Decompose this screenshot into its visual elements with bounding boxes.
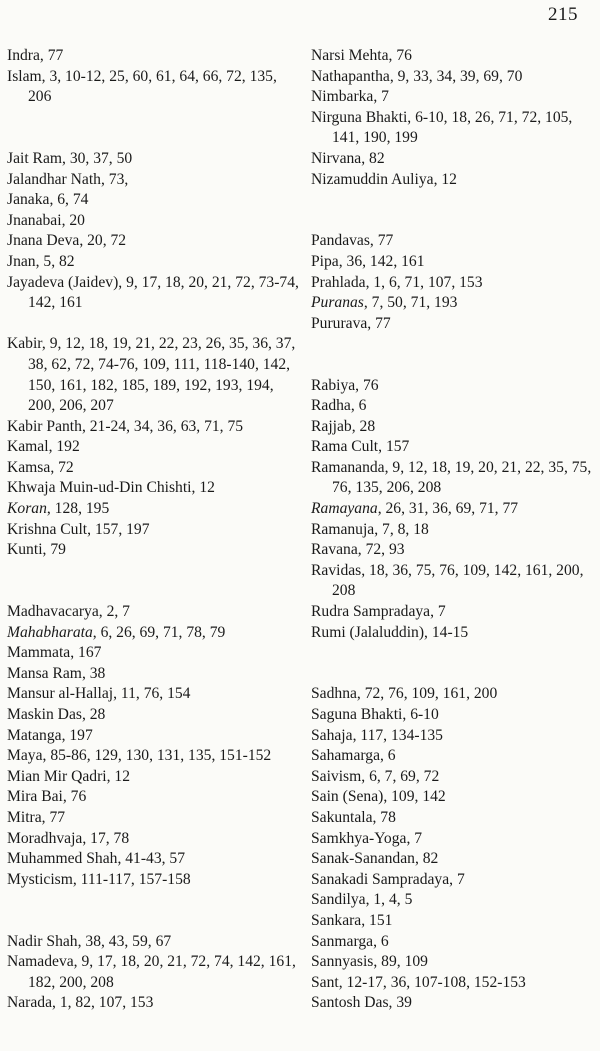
section-gap bbox=[7, 561, 299, 602]
page-references: , 73, bbox=[100, 170, 129, 188]
index-term: Nizamuddin Auliya bbox=[311, 170, 434, 188]
index-term: Islam bbox=[7, 67, 42, 85]
index-term: Puranas bbox=[311, 294, 364, 312]
index-entry bbox=[7, 211, 299, 232]
page-references: , 76 bbox=[355, 376, 379, 394]
index-term: Rumi (Jalaluddin) bbox=[311, 623, 425, 641]
index-entry bbox=[311, 993, 597, 1014]
index-term: Kabir bbox=[7, 335, 42, 353]
page-references: , 89, 109 bbox=[373, 953, 428, 971]
index-entry bbox=[311, 767, 597, 788]
index-entry bbox=[7, 767, 299, 788]
index-term: Janaka bbox=[7, 191, 50, 209]
page-references: , 6 bbox=[373, 932, 389, 950]
index-entry bbox=[311, 170, 597, 191]
page-references: , 9, 12, 18, 19, 20, 21, 22, 35, 75, 76, 135, 206, 208 bbox=[332, 458, 592, 497]
index-entry bbox=[7, 231, 299, 252]
page-references: , 6 bbox=[380, 747, 396, 765]
index-entry bbox=[311, 252, 597, 273]
index-term: Nadir Shah bbox=[7, 932, 78, 950]
page-references: , 1, 6, 71, 107, 153 bbox=[365, 273, 483, 291]
index-entry bbox=[7, 829, 299, 850]
page-references: , 157, 197 bbox=[87, 520, 150, 538]
index-term: Santosh Das bbox=[311, 994, 389, 1012]
index-entry bbox=[7, 273, 299, 314]
page-references: , 12 bbox=[433, 170, 457, 188]
page-references: , 6, 74 bbox=[49, 191, 89, 209]
index-term: Saivism bbox=[311, 767, 362, 785]
index-term: Khwaja Muin-ud-Din Chishti bbox=[7, 479, 192, 497]
index-entry bbox=[311, 396, 597, 417]
index-term: Jait Ram bbox=[7, 149, 63, 167]
index-entry bbox=[311, 293, 597, 314]
index-entry bbox=[311, 46, 597, 67]
index-term: Mansa Ram bbox=[7, 664, 82, 682]
page-references: , 111-117, 157-158 bbox=[72, 870, 191, 888]
index-entry bbox=[311, 726, 597, 747]
index-term: Sain (Sena) bbox=[311, 788, 384, 806]
page-references: , 72, 93 bbox=[357, 541, 405, 559]
index-term: Ravidas bbox=[311, 561, 362, 579]
page-references: , 26, 31, 36, 69, 71, 77 bbox=[377, 500, 519, 518]
index-entry bbox=[7, 520, 299, 541]
index-term: Nathapantha bbox=[311, 67, 390, 85]
page-references: , 76 bbox=[62, 788, 87, 806]
page-references: , 9, 33, 34, 39, 69, 70 bbox=[389, 67, 523, 85]
section-gap bbox=[7, 108, 299, 149]
page-references: , 39 bbox=[388, 994, 412, 1012]
index-column-right bbox=[311, 46, 597, 1014]
index-term: Pururava bbox=[311, 314, 368, 332]
index-term: Madhavacarya bbox=[7, 603, 99, 621]
index-term: Nirguna Bhakti bbox=[311, 108, 408, 126]
section-gap bbox=[7, 890, 299, 931]
index-term: Rudra Sampradaya bbox=[311, 603, 431, 621]
index-term: Jnan bbox=[7, 252, 36, 270]
index-term: Ravana bbox=[311, 541, 358, 559]
page-references: , 167 bbox=[70, 644, 102, 662]
index-term: Sannyasis bbox=[311, 953, 374, 971]
page-references: , 77 bbox=[367, 314, 391, 332]
page-references: , 38, 43, 59, 67 bbox=[77, 932, 172, 950]
index-entry bbox=[7, 870, 299, 891]
index-term: Kabir Panth bbox=[7, 417, 82, 435]
page-references: , 9, 12, 18, 19, 21, 22, 23, 26, 35, 36, 37, 38, 62, 72, 74-76, 109, 111, 118-140, 142, 150, 161, 182, 185, 189, 192, 193, 194, 200, 206, 207 bbox=[28, 335, 296, 415]
index-term: Rabiya bbox=[311, 376, 356, 394]
index-entry bbox=[311, 932, 597, 953]
index-entry bbox=[7, 808, 299, 829]
page-references: , 21-24, 34, 36, 63, 71, 75 bbox=[81, 417, 244, 435]
page-number: 215 bbox=[548, 4, 578, 25]
index-entry bbox=[311, 437, 597, 458]
page-references: , 82 bbox=[414, 850, 439, 868]
index-term: Mammata bbox=[7, 644, 71, 662]
index-entry bbox=[7, 190, 299, 211]
index-entry bbox=[311, 808, 597, 829]
index-term: Ramananda bbox=[311, 458, 385, 476]
page-references: , 6-10 bbox=[402, 706, 439, 723]
index-term: Sahamarga bbox=[311, 747, 380, 765]
index-entry bbox=[311, 973, 597, 994]
index-entry bbox=[311, 458, 597, 499]
index-term: Jalandhar Nath bbox=[7, 170, 101, 188]
index-entry bbox=[7, 67, 299, 108]
page-references: , 77 bbox=[41, 808, 66, 826]
index-term: Pandavas bbox=[311, 232, 370, 250]
index-term: Mahabharata bbox=[7, 623, 93, 641]
page-references: , 1, 4, 5 bbox=[365, 891, 413, 909]
page-references: , 7 bbox=[449, 870, 465, 888]
page-references: , 197 bbox=[61, 726, 93, 744]
page-references: , 12 bbox=[191, 479, 215, 497]
page-references: , 109, 142 bbox=[383, 788, 446, 806]
page-references: , 79 bbox=[42, 541, 66, 559]
index-term: Rajjab bbox=[311, 417, 352, 435]
index-entry bbox=[7, 952, 299, 993]
index-entry bbox=[311, 849, 597, 870]
index-term: Nimbarka bbox=[311, 88, 374, 106]
index-entry bbox=[7, 478, 299, 499]
page-references: , 7, 50, 71, 193 bbox=[363, 294, 458, 312]
page-references: , 192 bbox=[48, 438, 80, 456]
page-references: , 20 bbox=[61, 211, 85, 229]
index-entry bbox=[311, 746, 597, 767]
page-references: , 5, 82 bbox=[35, 252, 75, 270]
page-references: , 36, 142, 161 bbox=[338, 252, 425, 270]
index-entry bbox=[7, 705, 299, 726]
index-term: Krishna Cult bbox=[7, 520, 88, 538]
index-entry bbox=[7, 602, 299, 623]
page-references: , 1, 82, 107, 153 bbox=[52, 994, 154, 1012]
index-term: Sahaja bbox=[311, 726, 353, 744]
page-references: , 30, 37, 50 bbox=[62, 149, 133, 167]
index-entry bbox=[7, 149, 299, 170]
index-entry bbox=[7, 458, 299, 479]
index-entry bbox=[7, 643, 299, 664]
index-term: Narada bbox=[7, 994, 53, 1012]
page-references: , 7 bbox=[373, 88, 389, 106]
index-entry bbox=[7, 170, 299, 191]
index-entry bbox=[311, 67, 597, 88]
index-entry bbox=[7, 932, 299, 953]
index-entry bbox=[311, 787, 597, 808]
page-references: , 9, 17, 18, 20, 21, 72, 73-74, 142, 161 bbox=[28, 273, 299, 312]
index-entry bbox=[311, 952, 597, 973]
index-term: Kamsa bbox=[7, 458, 51, 476]
index-term: Jnana Deva bbox=[7, 232, 80, 250]
page-references: , 38 bbox=[81, 664, 106, 682]
index-term: Ramanuja bbox=[311, 520, 375, 538]
page-references: , 7 bbox=[430, 603, 446, 621]
index-term: Pipa bbox=[311, 252, 339, 270]
index-term: Sakuntala bbox=[311, 808, 373, 826]
page-references: , 28 bbox=[81, 706, 106, 723]
index-entry bbox=[311, 417, 597, 438]
index-entry bbox=[7, 417, 299, 438]
page-references: , 3, 10-12, 25, 60, 61, 64, 66, 72, 135, 206 bbox=[28, 67, 277, 106]
index-entry bbox=[311, 108, 597, 149]
index-entry bbox=[311, 87, 597, 108]
index-term: Indra bbox=[7, 47, 40, 64]
index-entry bbox=[311, 705, 597, 726]
index-entry bbox=[7, 664, 299, 685]
index-entry bbox=[311, 520, 597, 541]
page-references: , 12-17, 36, 107-108, 152-153 bbox=[338, 973, 526, 991]
page-references: , 82 bbox=[361, 149, 385, 167]
page-references: , 72 bbox=[50, 458, 74, 476]
section-gap bbox=[311, 643, 597, 684]
index-entry bbox=[311, 684, 597, 705]
index-entry bbox=[311, 602, 597, 623]
page-references: , 41-43, 57 bbox=[117, 850, 186, 868]
index-term: Mira Bai bbox=[7, 788, 63, 806]
index-term: Mitra bbox=[7, 808, 42, 826]
index-term: Mian Mir Qadri bbox=[7, 767, 107, 785]
index-term: Sankara bbox=[311, 911, 362, 929]
page-references: , 7, 8, 18 bbox=[374, 520, 429, 538]
index-term: Nirvana bbox=[311, 149, 362, 167]
index-term: Jayadeva (Jaidev) bbox=[7, 273, 119, 291]
index-term: Rama Cult bbox=[311, 438, 379, 456]
index-term: Jnanabai bbox=[7, 211, 62, 229]
index-term: Moradhvaja bbox=[7, 829, 83, 847]
page-references: , 6 bbox=[350, 397, 367, 415]
page-references: , 9, 17, 18, 20, 21, 72, 74, 142, 161, 182, 200, 208 bbox=[28, 953, 296, 991]
index-term: Sant bbox=[311, 973, 339, 991]
index-entry bbox=[311, 499, 597, 520]
index-term: Sandilya bbox=[311, 891, 366, 909]
page-references: , 72, 76, 109, 161, 200 bbox=[356, 685, 498, 703]
index-term: Koran bbox=[7, 500, 47, 518]
index-term: Sanmarga bbox=[311, 932, 374, 950]
index-term: Saguna Bhakti bbox=[311, 706, 403, 723]
page-references: , 6-10, 18, 26, 71, 72, 105, 141, 190, 199 bbox=[332, 108, 573, 147]
page-references: , 78 bbox=[372, 808, 396, 826]
page-references: , 77 bbox=[369, 232, 394, 250]
index-column-left bbox=[7, 46, 299, 1014]
index-term: Mysticism bbox=[7, 870, 73, 888]
page-references: , 28 bbox=[351, 417, 376, 435]
index-entry bbox=[7, 437, 299, 458]
index-entry bbox=[7, 46, 299, 67]
page-references: , 14-15 bbox=[424, 623, 469, 641]
index-entry bbox=[7, 540, 299, 561]
index-entry bbox=[311, 870, 597, 891]
page-references: , 12 bbox=[106, 767, 130, 785]
section-gap bbox=[311, 190, 597, 231]
index-term: Kamal bbox=[7, 438, 49, 456]
page-references: , 151 bbox=[361, 911, 393, 929]
index-entry bbox=[311, 149, 597, 170]
index-term: Samkhya-Yoga bbox=[311, 829, 407, 847]
index-term: Radha bbox=[311, 397, 351, 415]
index-entry bbox=[7, 252, 299, 273]
index-term: Matanga bbox=[7, 726, 62, 744]
page-references: , 17, 78 bbox=[82, 829, 130, 847]
page-references: , 157 bbox=[378, 438, 410, 456]
index-entry bbox=[311, 911, 597, 932]
index-term: Maskin Das bbox=[7, 706, 82, 723]
index-term: Kunti bbox=[7, 541, 43, 559]
index-term: Sanak-Sanandan bbox=[311, 850, 415, 868]
index-term: Ramayana bbox=[311, 500, 378, 518]
index-entry bbox=[7, 726, 299, 747]
index-term: Narsi Mehta bbox=[311, 47, 389, 64]
section-gap bbox=[311, 334, 597, 375]
page-references: , 18, 36, 75, 76, 109, 142, 161, 200, 208 bbox=[332, 561, 584, 600]
page-references: , 2, 7 bbox=[98, 603, 130, 621]
index-entry bbox=[311, 314, 597, 335]
page-references: , 77 bbox=[39, 47, 64, 64]
section-gap bbox=[7, 314, 299, 335]
index-entry bbox=[7, 746, 299, 767]
page-references: , 6, 26, 69, 71, 78, 79 bbox=[92, 623, 226, 641]
index-term: Sanakadi Sampradaya bbox=[311, 870, 450, 888]
index-term: Muhammed Shah bbox=[7, 850, 118, 868]
index-term: Prahlada bbox=[311, 273, 366, 291]
index-entry bbox=[311, 623, 597, 644]
index-entry bbox=[7, 787, 299, 808]
page-references: , 11, 76, 154 bbox=[113, 685, 191, 703]
index-entry bbox=[311, 231, 597, 252]
index-entry bbox=[311, 376, 597, 397]
index-entry bbox=[311, 829, 597, 850]
index-entry bbox=[7, 684, 299, 705]
index-entry bbox=[7, 849, 299, 870]
index-entry bbox=[7, 623, 299, 644]
index-entry bbox=[311, 561, 597, 602]
page-references: , 128, 195 bbox=[46, 500, 110, 518]
page-references: , 7 bbox=[406, 829, 423, 847]
index-entry bbox=[7, 334, 299, 416]
index-entry bbox=[311, 540, 597, 561]
index-term: Sadhna bbox=[311, 685, 357, 703]
page-references: , 20, 72 bbox=[79, 232, 127, 250]
page-references: , 85-86, 129, 130, 131, 135, 151-152 bbox=[42, 747, 272, 765]
index-term: Maya bbox=[7, 747, 43, 765]
index-entry bbox=[311, 273, 597, 294]
page-references: , 6, 7, 69, 72 bbox=[361, 767, 440, 785]
page-references: , 117, 134-135 bbox=[352, 726, 443, 744]
page-references: , 76 bbox=[388, 47, 412, 64]
index-entry bbox=[7, 993, 299, 1014]
index-entry bbox=[311, 890, 597, 911]
index-term: Mansur al-Hallaj bbox=[7, 685, 114, 703]
index-term: Namadeva bbox=[7, 953, 74, 971]
index-entry bbox=[7, 499, 299, 520]
